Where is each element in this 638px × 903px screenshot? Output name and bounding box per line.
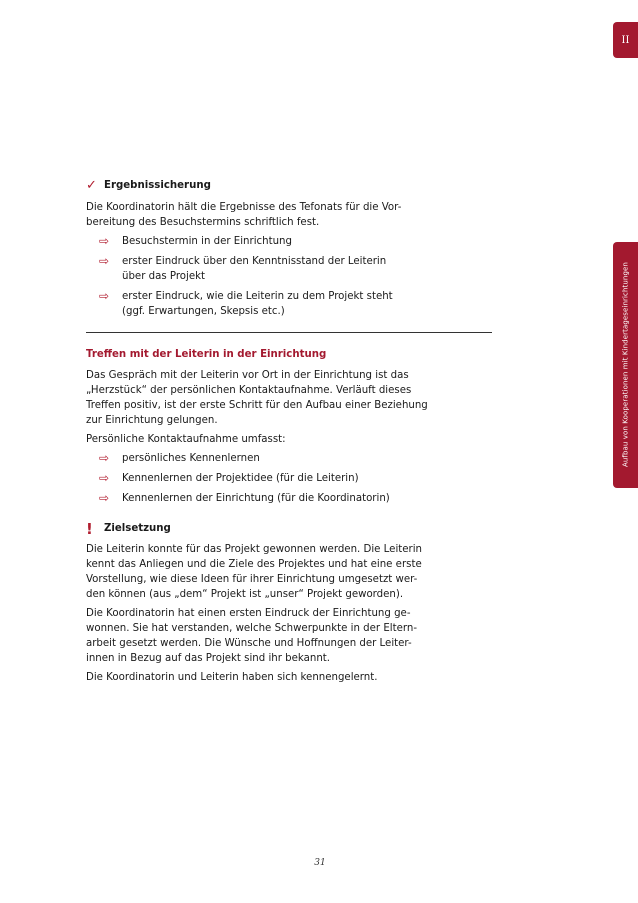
section1-paragraph: [86, 200, 431, 230]
arrow-right-icon: ⇨: [99, 491, 110, 505]
section-treffen: [86, 347, 431, 511]
check-icon: ✓: [86, 178, 97, 193]
section-ergebnissicherung: [86, 178, 431, 324]
section1-paragraph-line1: Die Koordinatorin hält die Ergebnisse des Tefonats für die Vor-: [86, 202, 402, 213]
list-item-text: erster Eindruck über den Kenntnisstand der Leiterin über das Projekt: [122, 256, 387, 282]
section2-heading: Treffen mit der Leiterin in der Einrichtung: [86, 349, 327, 360]
chapter-tab: [613, 22, 638, 58]
list-item: [86, 234, 431, 249]
section2-paragraph2: Persönliche Kontaktaufnahme umfasst:: [86, 434, 286, 445]
section3-paragraph3: Die Koordinatorin und Leiterin haben sich kennengelernt.: [86, 672, 378, 683]
section3-paragraph1: Die Leiterin konnte für das Projekt gewonnen werden. Die Leiterin kennt das Anliegen und die Ziele des Projektes und hat eine erste Vorstellung, wie diese Ideen für ihrer Einrichtung umgesetzt wer-den können (aus „dem“ Projekt ist „unser“ Projekt geworden).: [86, 544, 423, 600]
section-zielsetzung: [86, 521, 431, 689]
section3-heading-text: Zielsetzung: [104, 523, 171, 534]
section1-heading-text: Ergebnissicherung: [104, 180, 211, 191]
list-item-text: Besuchstermin in der Einrichtung: [122, 236, 292, 247]
section3-heading: [86, 520, 431, 538]
list-item: [86, 491, 431, 506]
list-item: [86, 451, 431, 466]
arrow-right-icon: ⇨: [99, 254, 110, 268]
section-side-tab: [613, 242, 638, 488]
section1-paragraph-line2: bereitung des Besuchstermins schriftlich fest.: [86, 217, 320, 228]
section3-paragraph2: Die Koordinatorin hat einen ersten Eindruck der Einrichtung ge-wonnen. Sie hat verstanden, welche Schwerpunkte in der Eltern-arbeit gesetzt werden. Die Wünsche und Hoffnungen der Leiter-innen in Bezug auf das Projekt sind ihr bekannt.: [86, 608, 418, 664]
arrow-right-icon: ⇨: [99, 234, 110, 248]
list-item: [86, 254, 431, 284]
exclamation-icon: !: [86, 520, 93, 538]
list-item: [86, 471, 431, 486]
list-item-text: Kennenlernen der Einrichtung (für die Koordinatorin): [122, 493, 390, 504]
chapter-number: II: [621, 34, 630, 46]
list-item-text: persönliches Kennenlernen: [122, 453, 260, 464]
section1-list: [86, 234, 431, 319]
page-number: 31: [314, 858, 326, 868]
arrow-right-icon: ⇨: [99, 451, 110, 465]
list-item-text: erster Eindruck, wie die Leiterin zu dem Projekt steht (ggf. Erwartungen, Skepsis etc.): [122, 291, 393, 317]
section2-paragraph1: Das Gespräch mit der Leiterin vor Ort in der Einrichtung ist das „Herzstück“ der persönlichen Kontaktaufnahme. Verläuft dieses Treffen positiv, ist der erste Schritt für den Aufbau einer Beziehung zur Einrichtung gelungen.: [86, 370, 428, 426]
section1-heading: [86, 178, 431, 194]
arrow-right-icon: ⇨: [99, 471, 110, 485]
list-item: [86, 289, 431, 319]
section-divider: [86, 332, 492, 333]
list-item-text: Kennenlernen der Projektidee (für die Leiterin): [122, 473, 359, 484]
section2-list: [86, 451, 431, 506]
arrow-right-icon: ⇨: [99, 289, 110, 303]
section-side-label: Aufbau von Kooperationen mit Kindertageseinrichtungen: [621, 262, 630, 468]
